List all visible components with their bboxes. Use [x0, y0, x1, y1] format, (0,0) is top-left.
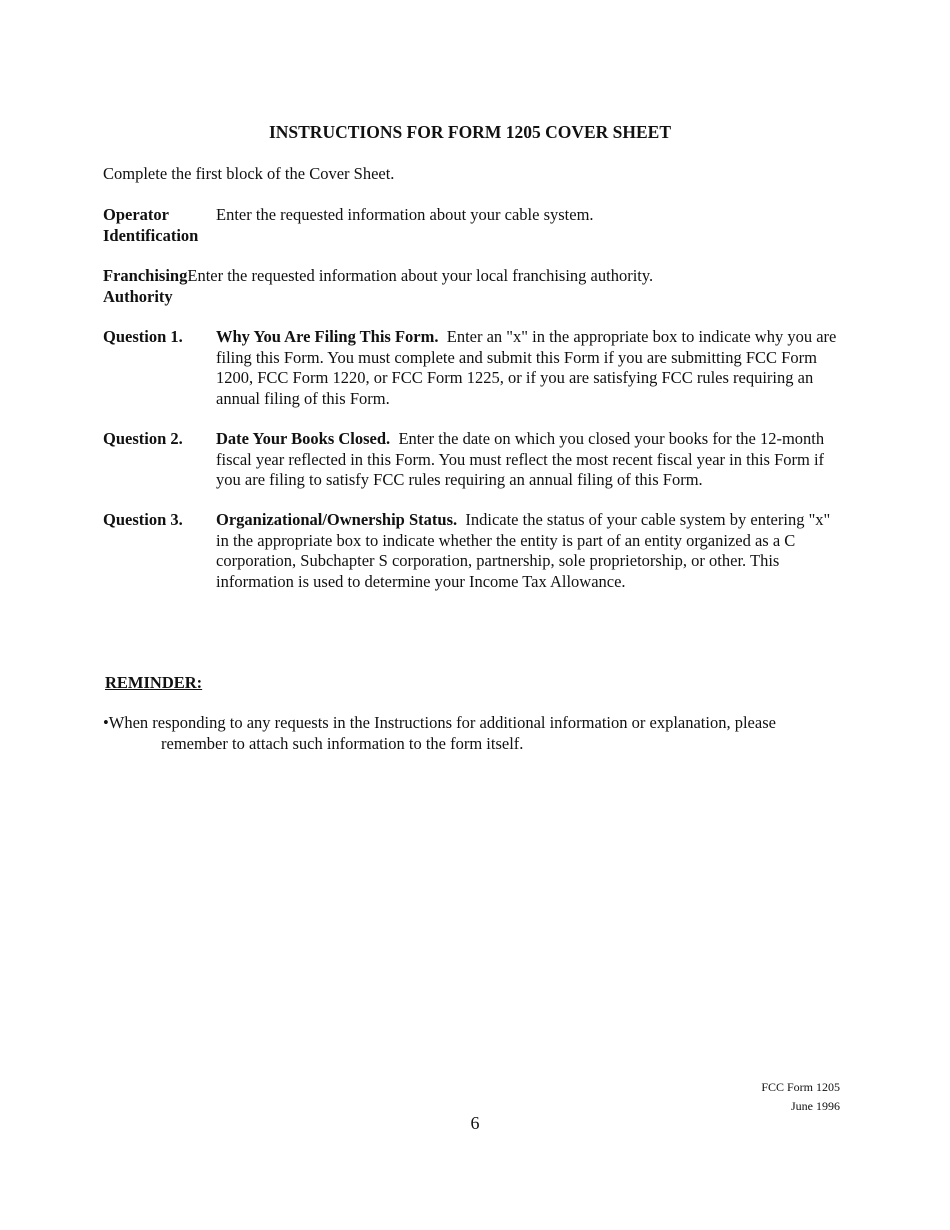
franchising-label-line1: Franchising [103, 266, 188, 285]
question-3-heading: Organizational/Ownership Status. [216, 510, 458, 529]
footer-form-name: FCC Form 1205 [761, 1080, 840, 1094]
question-1-label: Question 1. [103, 327, 183, 346]
reminder-heading: REMINDER: [105, 673, 203, 692]
page-number: 6 [470, 1113, 480, 1133]
question-2-heading: Date Your Books Closed. [216, 429, 391, 448]
franchising-text: Enter the requested information about your local franchising authority. [187, 266, 654, 285]
footer-form-date: June 1996 [791, 1099, 840, 1113]
question-2-body: Enter the date on which you closed your books for the 12-month fiscal year reflected in this Form. You must reflect the most recent fiscal year in this Form if you are filing to satisfy FCC rules requiring an annual filing of this Form. [216, 429, 825, 489]
question-2-label: Question 2. [103, 429, 183, 448]
form-footer [680, 1078, 840, 1116]
question-3-body: Indicate the status of your cable system by entering "x" in the appropriate box to indicate whether the entity is part of an entity organized as a C corporation, Subchapter S corporation, partnership, sole proprietorship, or other. This information is used to determine your Income Tax Allowance. [216, 510, 831, 591]
operator-label [103, 205, 215, 246]
franchising-label-line2: Authority [103, 286, 173, 306]
reminder-line2: remember to attach such information to the form itself. [161, 734, 524, 753]
intro-text: Complete the first block of the Cover Sheet. [103, 164, 395, 183]
question-3-label: Question 3. [103, 510, 183, 529]
franchising-authority-section [103, 266, 843, 307]
reminder-bullet-line [103, 713, 843, 734]
question-1-heading: Why You Are Filing This Form. [216, 327, 439, 346]
bullet-icon: • [103, 713, 109, 732]
page-title: INSTRUCTIONS FOR FORM 1205 COVER SHEET [268, 122, 672, 142]
operator-label-line1: Operator [103, 205, 169, 224]
operator-text: Enter the requested information about your cable system. [216, 205, 594, 224]
operator-label-line2: Identification [103, 225, 199, 245]
question-1-text [216, 327, 841, 409]
reminder-line1: When responding to any requests in the Instructions for additional information or explanation, please [108, 713, 776, 732]
operator-identification-section [103, 205, 843, 247]
question-2-text [216, 429, 841, 491]
question-1-body: Enter an "x" in the appropriate box to indicate why you are filing this Form. You must complete and submit this Form if you are submitting FCC Form 1200, FCC Form 1220, or FCC Form 1225, or if you are satisfying FCC rules requiring an annual filing of this Form. [216, 327, 837, 408]
question-3-text [216, 510, 841, 592]
